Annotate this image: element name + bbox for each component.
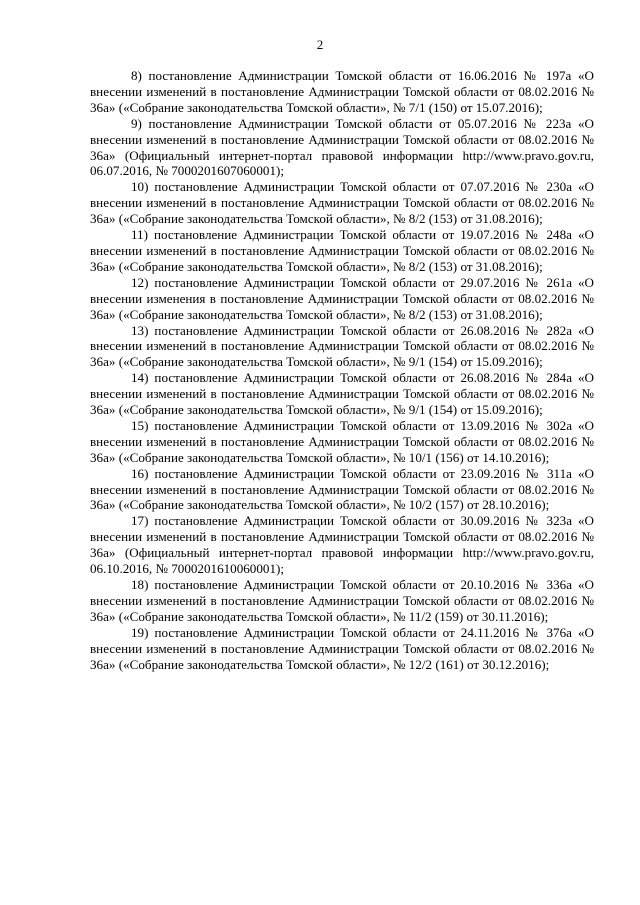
list-item: 8) постановление Администрации Томской области от 16.06.2016 № 197а «О внесении изменений в постановление Администрации Томской области от 08.02.2016 № 36а» («Собрание законодательства Томской области», № 7/1 (150) от 15.07.2016); [90,68,594,115]
list-item: 13) постановление Администрации Томской области от 26.08.2016 № 282а «О внесении изменений в постановление Администрации Томской области от 08.02.2016 № 36а» («Собрание законодательства Томской области», № 9/1 (154) от 15.09.2016); [90,322,594,370]
list-item: 14) постановление Администрации Томской области от 26.08.2016 № 284а «О внесении изменений в постановление Администрации Томской области от 08.02.2016 № 36а» («Собрание законодательства Томской области», № 9/1 (154) от 15.09.2016); [90,370,594,418]
list-item: 12) постановление Администрации Томской области от 29.07.2016 № 261а «О внесении изменения в постановление Администрации Томской области от 08.02.2016 № 36а» («Собрание законодательства Томской области», № 8/2 (153) от 31.08.2016); [90,274,594,322]
list-item: 15) постановление Администрации Томской области от 13.09.2016 № 302а «О внесении изменений в постановление Администрации Томской области от 08.02.2016 № 36а» («Собрание законодательства Томской области», № 10/1 (156) от 14.10.2016); [90,417,594,465]
page-number: 2 [316,37,324,52]
list-item: 16) постановление Администрации Томской области от 23.09.2016 № 311а «О внесении изменений в постановление Администрации Томской области от 08.02.2016 № 36а» («Собрание законодательства Томской области», № 10/2 (157) от 28.10.2016); [90,465,594,513]
list-item: 9) постановление Администрации Томской области от 05.07.2016 № 223а «О внесении изменений в постановление Администрации Томской области от 08.02.2016 № 36а» (Официальный интернет-портал правовой информации http://www.pravo.gov.ru, 06.07.2016, № 7000201607060001); [90,115,594,179]
list-item: 11) постановление Администрации Томской области от 19.07.2016 № 248а «О внесении изменений в постановление Администрации Томской области от 08.02.2016 № 36а» («Собрание законодательства Томской области», № 8/2 (153) от 31.08.2016); [90,227,594,274]
legal-act-list [90,68,594,672]
list-item: 19) постановление Администрации Томской области от 24.11.2016 № 376а «О внесении изменений в постановление Администрации Томской области от 08.02.2016 № 36а» («Собрание законодательства Томской области», № 12/2 (161) от 30.12.2016); [90,624,594,672]
list-item: 17) постановление Администрации Томской области от 30.09.2016 № 323а «О внесении изменений в постановление Администрации Томской области от 08.02.2016 № 36а» (Официальный интернет-портал правовой информации http://www.pravo.gov.ru, 06.10.2016, № 7000201610060001); [90,513,594,577]
list-item: 18) постановление Администрации Томской области от 20.10.2016 № 336а «О внесении изменений в постановление Администрации Томской области от 08.02.2016 № 36а» («Собрание законодательства Томской области», № 11/2 (159) от 30.11.2016); [90,577,594,624]
list-item: 10) постановление Администрации Томской области от 07.07.2016 № 230а «О внесении изменений в постановление Администрации Томской области от 08.02.2016 № 36а» («Собрание законодательства Томской области», № 8/2 (153) от 31.08.2016); [90,179,594,227]
